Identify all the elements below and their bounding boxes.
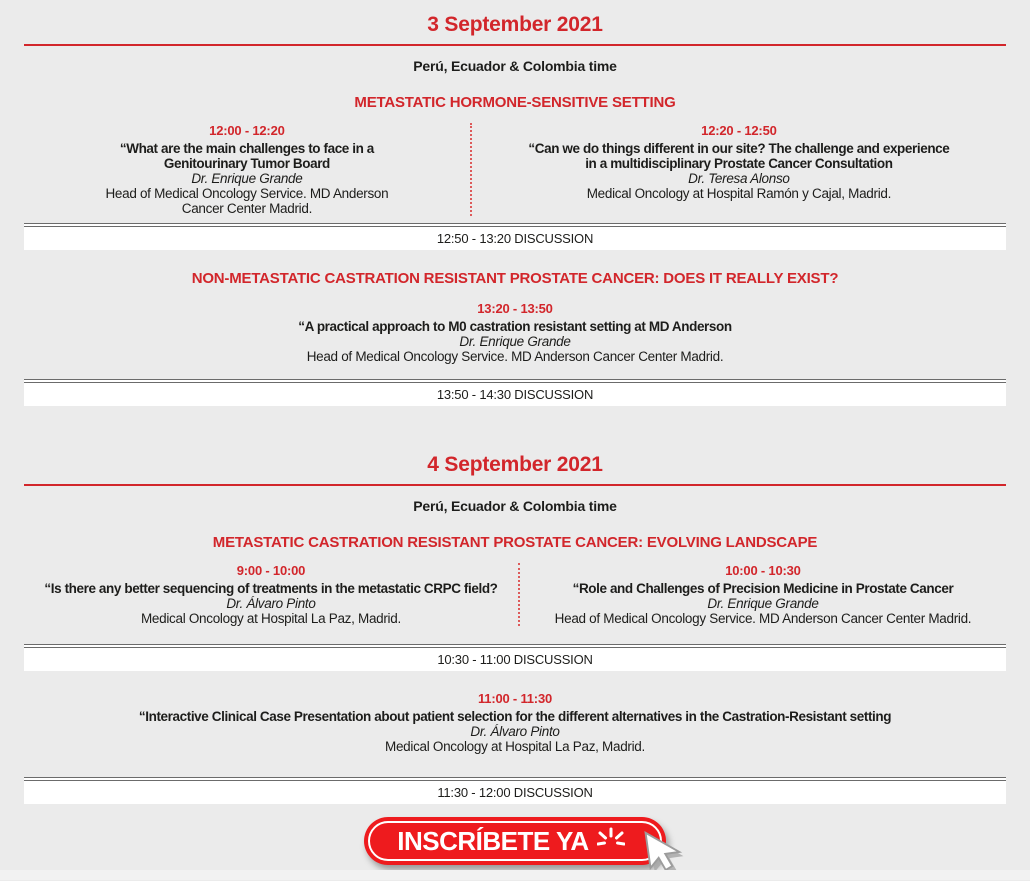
session-title: “Interactive Clinical Case Presentation about patient selection for the different alternatives in the Castration-Resistant setting <box>138 709 892 724</box>
session-time: 13:20 - 13:50 <box>477 301 553 316</box>
session-time: 9:00 - 10:00 <box>236 563 306 578</box>
discussion-bar <box>24 777 1006 804</box>
section-title-mcrpc: METASTATIC CASTRATION RESISTANT PROSTATE CANCER: EVOLVING LANDSCAPE <box>212 534 818 551</box>
session-row <box>24 563 1006 626</box>
session-time: 12:20 - 12:50 <box>701 123 777 138</box>
discussion-label: 10:30 - 11:00 DISCUSSION <box>437 652 593 667</box>
session-affiliation: Head of Medical Oncology Service. MD Anderson Cancer Center Madrid. <box>554 611 972 626</box>
session-column-right <box>470 123 1006 216</box>
session-title: “A practical approach to M0 castration resistant setting at MD Anderson <box>298 319 732 334</box>
session-row <box>24 123 1006 216</box>
session-speaker: Dr. Enrique Grande <box>707 596 819 611</box>
day-2-title: 4 September 2021 <box>427 453 603 476</box>
register-button-label: INSCRÍBETE YA <box>397 826 589 856</box>
click-starburst-icon <box>597 827 625 855</box>
session-title: “Role and Challenges of Precision Medicine in Prostate Cancer <box>572 581 954 596</box>
session-affiliation: Medical Oncology at Hospital Ramón y Cajal, Madrid. <box>586 186 892 201</box>
register-button[interactable] <box>364 817 666 865</box>
day-1-title: 3 September 2021 <box>427 13 603 36</box>
session <box>44 563 497 626</box>
session-title: “Is there any better sequencing of treatments in the metastatic CRPC field? <box>44 581 498 596</box>
session-affiliation: Medical Oncology at Hospital La Paz, Madrid. <box>140 611 401 626</box>
discussion-bar <box>24 223 1006 250</box>
timezone-label: Perú, Ecuador & Colombia time <box>413 58 617 74</box>
session-title: “What are the main challenges to face in a Genitourinary Tumor Board <box>119 141 374 171</box>
session <box>89 123 404 216</box>
session-time: 10:00 - 10:30 <box>725 563 801 578</box>
session-column-right <box>518 563 1006 626</box>
bottom-strip <box>0 870 1030 880</box>
session <box>555 563 972 626</box>
session-column-left <box>24 123 470 216</box>
session <box>526 123 951 201</box>
agenda-day-2 <box>0 406 1030 804</box>
discussion-label: 13:50 - 14:30 DISCUSSION <box>436 387 594 402</box>
session-speaker: Dr. Teresa Alonso <box>688 171 790 186</box>
session-title: “Can we do things different in our site? The challenge and experience in a multidisciplinary Prostate Cancer Consultation <box>528 141 950 171</box>
session-time: 11:00 - 11:30 <box>477 691 553 706</box>
session <box>24 301 1006 364</box>
timezone-label: Perú, Ecuador & Colombia time <box>413 498 617 514</box>
session-affiliation: Head of Medical Oncology Service. MD Anderson Cancer Center Madrid. <box>105 186 389 216</box>
session-affiliation: Medical Oncology at Hospital La Paz, Madrid. <box>385 739 645 754</box>
session-speaker: Dr. Enrique Grande <box>459 334 571 349</box>
session-time: 12:00 - 12:20 <box>209 123 285 138</box>
cta-container <box>0 817 1030 865</box>
session-affiliation: Head of Medical Oncology Service. MD Anderson Cancer Center Madrid. <box>306 349 724 364</box>
section-title-mhss: METASTATIC HORMONE-SENSITIVE SETTING <box>354 94 676 111</box>
red-divider <box>24 484 1006 486</box>
discussion-label: 11:30 - 12:00 DISCUSSION <box>437 785 593 800</box>
session-speaker: Dr. Álvaro Pinto <box>470 724 560 739</box>
discussion-label: 12:50 - 13:20 DISCUSSION <box>436 231 594 246</box>
discussion-bar <box>24 379 1006 406</box>
session-speaker: Dr. Álvaro Pinto <box>226 596 316 611</box>
red-divider <box>24 44 1006 46</box>
agenda-day-1 <box>0 0 1030 406</box>
session-column-left <box>24 563 518 626</box>
session-speaker: Dr. Enrique Grande <box>191 171 303 186</box>
discussion-bar <box>24 644 1006 671</box>
section-title-nmcrpc: NON-METASTATIC CASTRATION RESISTANT PROSTATE CANCER: DOES IT REALLY EXIST? <box>191 270 839 287</box>
session <box>24 691 1006 754</box>
